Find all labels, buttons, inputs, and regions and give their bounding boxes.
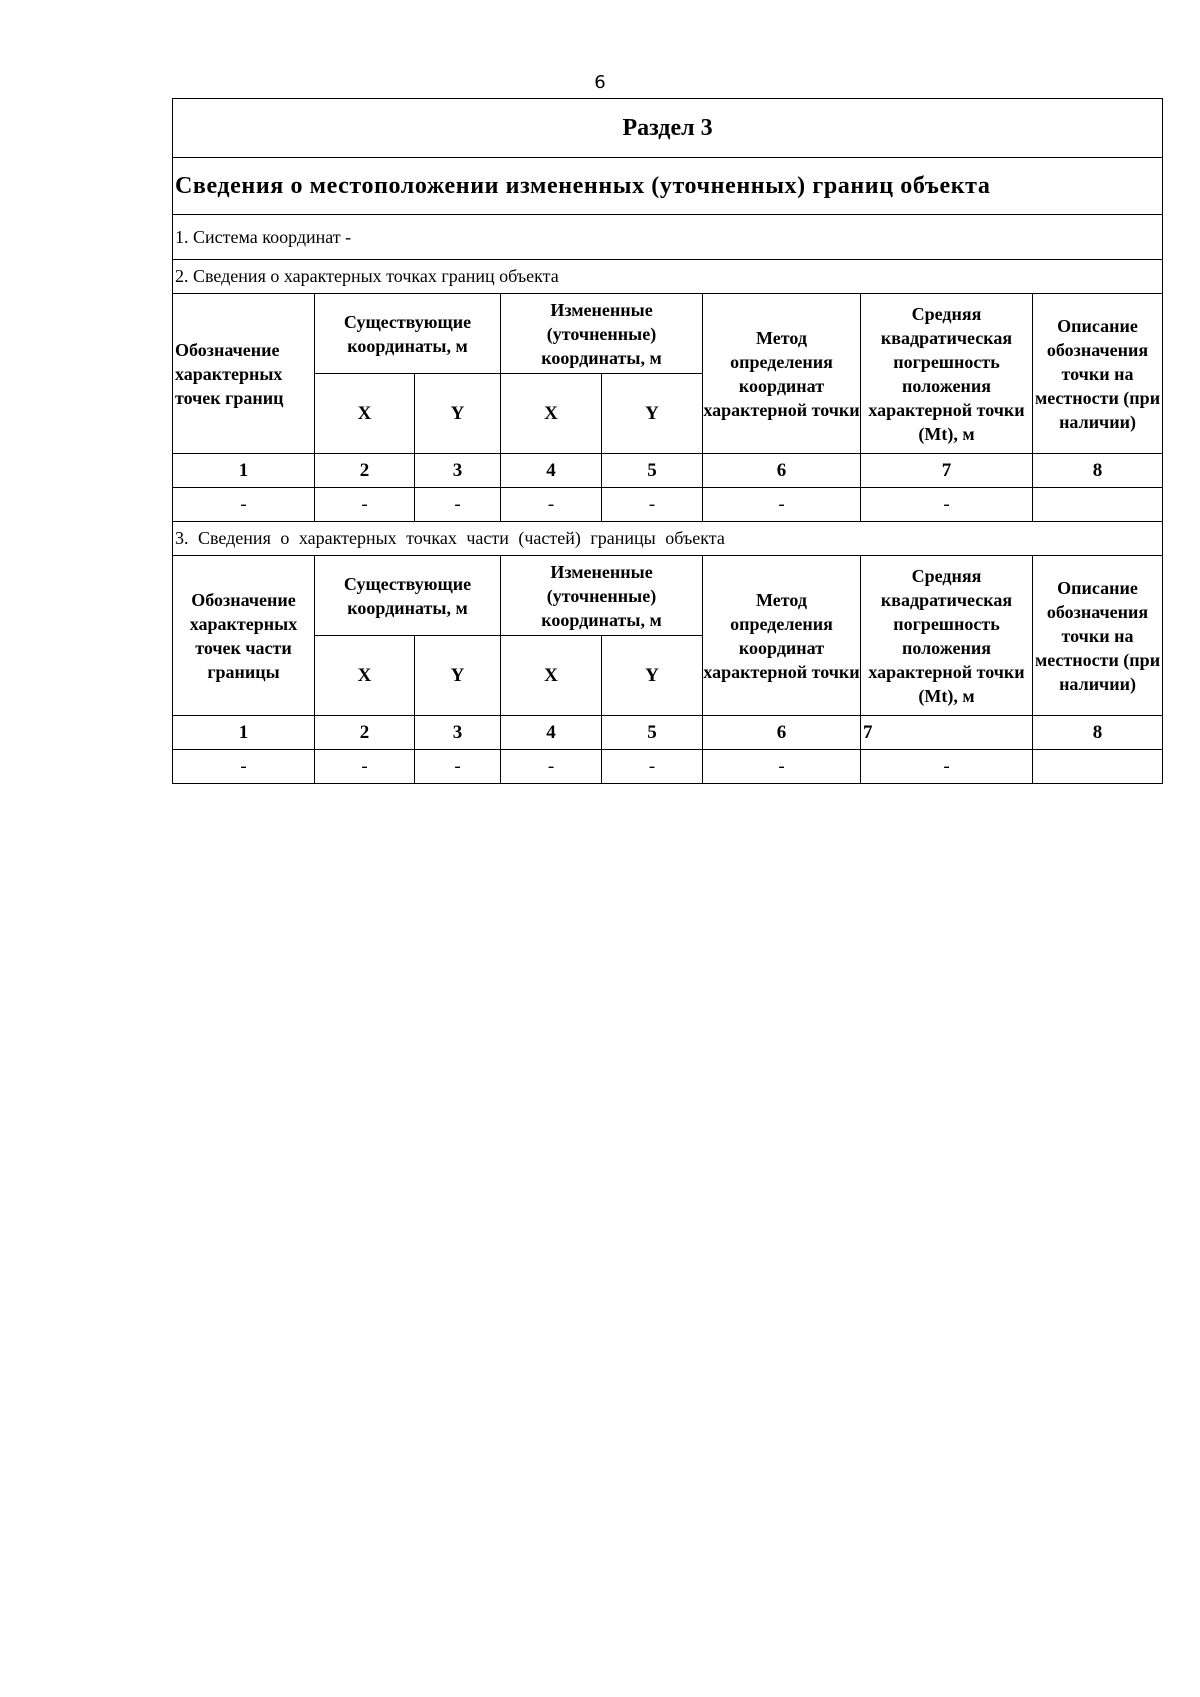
table2-existing-x: X: [315, 636, 415, 716]
table1-changed-y: Y: [602, 374, 703, 454]
table2-col-description: Описание обозначения точки на местности (при наличии): [1033, 556, 1163, 716]
table2-caption: 3. Сведения о характерных точках части (частей) границы объекта: [173, 522, 1163, 556]
table2-col-designation: Обозначение характерных точек части границы: [173, 556, 315, 716]
table2-num-7: 7: [861, 716, 1033, 750]
table2-changed-y: Y: [602, 636, 703, 716]
table1-cell: [1033, 488, 1163, 522]
table1-col-designation: Обозначение характерных точек границ: [173, 294, 315, 454]
table2-cell: -: [602, 750, 703, 784]
table1-changed-x: X: [501, 374, 602, 454]
table1-cell: -: [173, 488, 315, 522]
table2-changed-x: X: [501, 636, 602, 716]
table1-cell: -: [861, 488, 1033, 522]
table2-num-3: 3: [415, 716, 501, 750]
table1-num-2: 2: [315, 454, 415, 488]
section-title: Раздел 3: [173, 99, 1163, 158]
table1-existing-y: Y: [415, 374, 501, 454]
table1-caption: 2. Сведения о характерных точках границ объекта: [173, 260, 1163, 294]
table1-col-method: Метод определения координат характерной точки: [703, 294, 861, 454]
table2-num-6: 6: [703, 716, 861, 750]
table1-num-3: 3: [415, 454, 501, 488]
table1-num-6: 6: [703, 454, 861, 488]
table2-num-2: 2: [315, 716, 415, 750]
table1-num-7: 7: [861, 454, 1033, 488]
table2-col-error: Средняя квадратическая погрешность положения характерной точки (Mt), м: [861, 556, 1033, 716]
table1-num-8: 8: [1033, 454, 1163, 488]
table1-col-description: Описание обозначения точки на местности (при наличии): [1033, 294, 1163, 454]
table2-cell: -: [501, 750, 602, 784]
table2-col-changed: Измененные (уточненные) координаты, м: [501, 556, 703, 636]
table1-cell: -: [501, 488, 602, 522]
table2-cell: -: [315, 750, 415, 784]
table2-col-method: Метод определения координат характерной точки: [703, 556, 861, 716]
table1-cell: -: [315, 488, 415, 522]
table1-cell: -: [703, 488, 861, 522]
table2-cell: -: [415, 750, 501, 784]
table2-col-existing: Существующие координаты, м: [315, 556, 501, 636]
section-subtitle: Сведения о местоположении измененных (уточненных) границ объекта: [173, 158, 1163, 215]
coordinate-system: 1. Система координат -: [173, 215, 1163, 260]
table1-cell: -: [415, 488, 501, 522]
table1-cell: -: [602, 488, 703, 522]
table2-existing-y: Y: [415, 636, 501, 716]
boundary-table: [172, 98, 1163, 784]
table1-num-1: 1: [173, 454, 315, 488]
table1-col-existing: Существующие координаты, м: [315, 294, 501, 374]
table1-num-4: 4: [501, 454, 602, 488]
table1-existing-x: X: [315, 374, 415, 454]
table2-num-8: 8: [1033, 716, 1163, 750]
table1-col-changed: Измененные (уточненные) координаты, м: [501, 294, 703, 374]
table2-cell: -: [861, 750, 1033, 784]
table1-num-5: 5: [602, 454, 703, 488]
table2-num-4: 4: [501, 716, 602, 750]
table2-num-1: 1: [173, 716, 315, 750]
table2-num-5: 5: [602, 716, 703, 750]
table2-cell: -: [703, 750, 861, 784]
table2-cell: [1033, 750, 1163, 784]
table2-cell: -: [173, 750, 315, 784]
page-number: 6: [594, 72, 606, 93]
table1-col-error: Средняя квадратическая погрешность положения характерной точки (Mt), м: [861, 294, 1033, 454]
